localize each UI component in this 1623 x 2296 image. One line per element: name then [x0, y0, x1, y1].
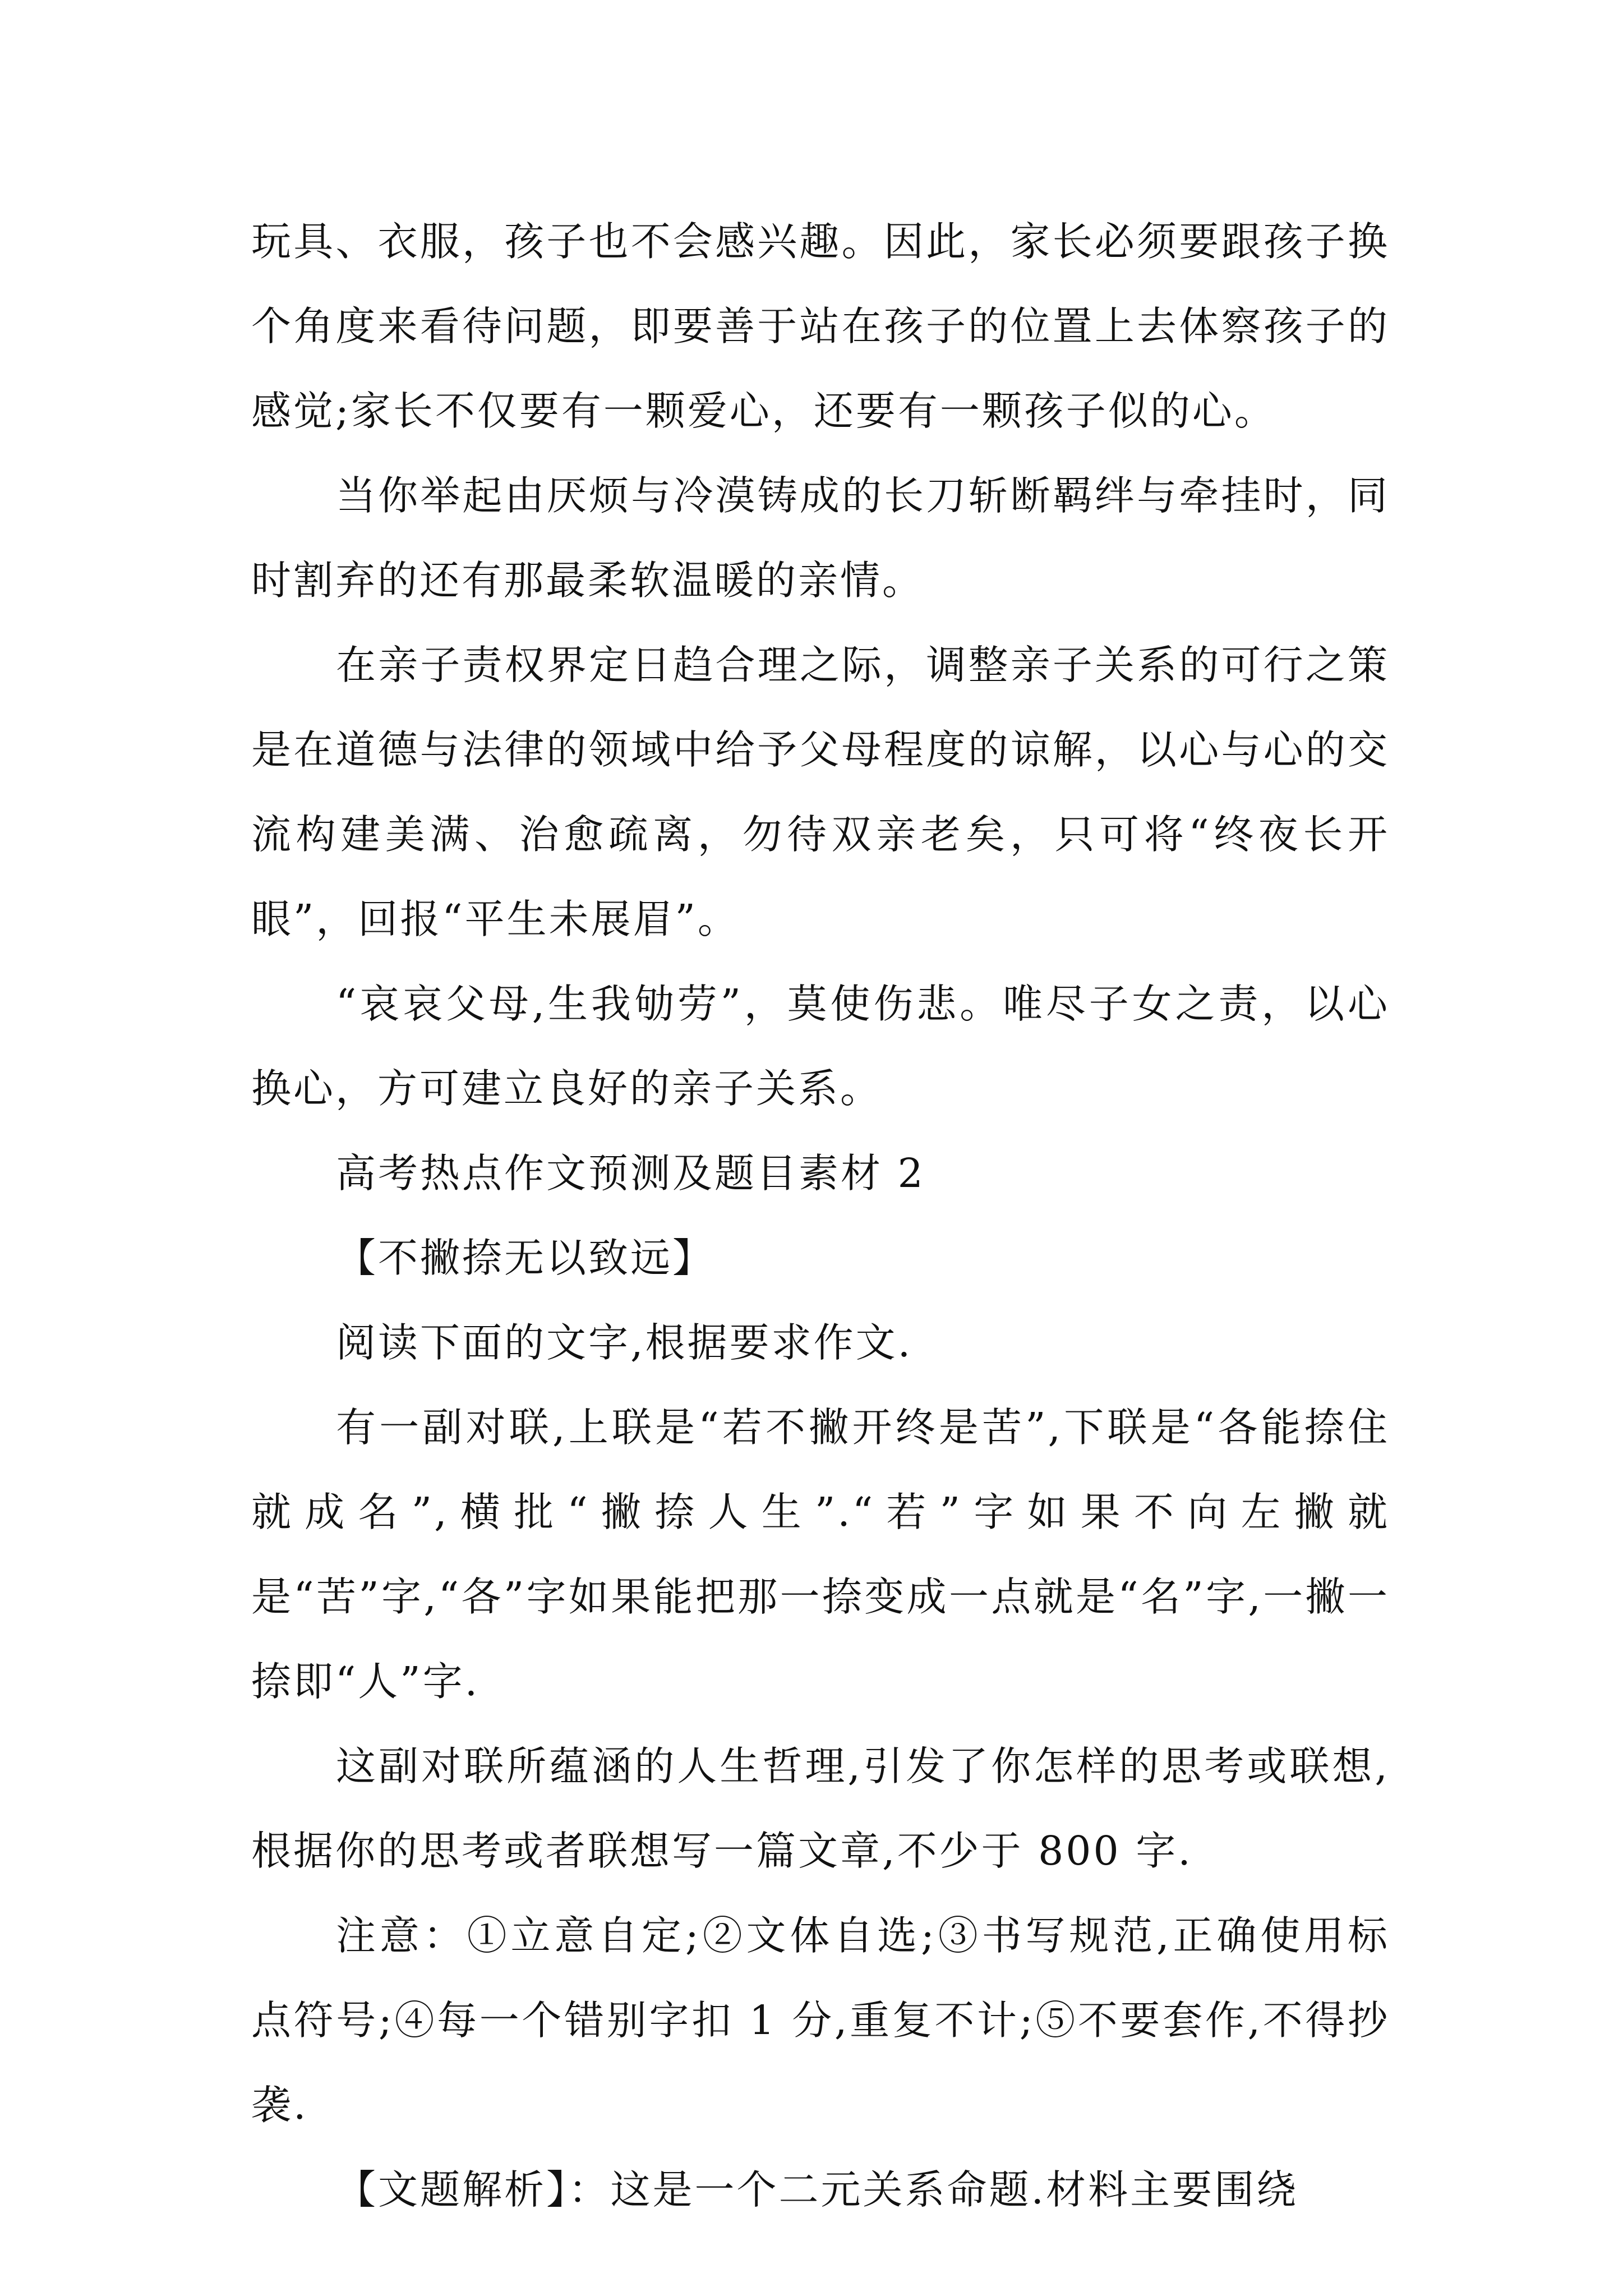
instruction-paragraph: 阅读下面的文字,根据要求作文. [336, 1319, 913, 1366]
notes-paragraph: 注意：①立意自定;②文体自选;③书写规范,正确使用标点符号;④每一个错别字扣 1 分,重复不计;⑤不要套作,不得抄袭. [251, 1912, 1390, 2128]
material-paragraph: 有一副对联,上联是“若不撇开终是苦”,下联是“各能捺住就成名”,横批“撇捺人生”.“若”字如果不向左撇就是“苦”字,“各”字如果能把那一捺变成一点就是“名”字,一撇一捺即“人”字. [251, 1404, 1390, 1705]
requirement-paragraph: 这副对联所蕴涵的人生哲理,引发了你怎样的思考或联想,根据你的思考或者联想写一篇文章,不少于 800 字. [251, 1743, 1390, 1874]
paragraph: 当你举起由厌烦与冷漠铸成的长刀斩断羁绊与牵挂时，同时割弃的还有那最柔软温暖的亲情。 [251, 472, 1390, 604]
essay-topic-title: 【不撇捺无以致远】 [336, 1235, 715, 1281]
analysis-paragraph: 【文题解析】：这是一个二元关系命题.材料主要围绕 [336, 2166, 1299, 2213]
paragraph: 在亲子责权界定日趋合理之际，调整亲子关系的可行之策是在道德与法律的领域中给予父母程度的谅解，以心与心的交流构建美满、治愈疏离，勿待双亲老矣，只可将“终夜长开眼”，回报“平生未展眉”。 [251, 642, 1390, 942]
section-heading: 高考热点作文预测及题目素材 2 [336, 1150, 925, 1197]
document-body [251, 199, 1390, 2232]
paragraph-continued: 玩具、衣服，孩子也不会感兴趣。因此，家长必须要跟孩子换个角度来看待问题，即要善于站在孩子的位置上去体察孩子的感觉;家长不仅要有一颗爱心，还要有一颗孩子似的心。 [251, 218, 1390, 434]
paragraph: “哀哀父母,生我劬劳”，莫使伤悲。唯尽子女之责，以心换心，方可建立良好的亲子关系。 [251, 981, 1390, 1112]
